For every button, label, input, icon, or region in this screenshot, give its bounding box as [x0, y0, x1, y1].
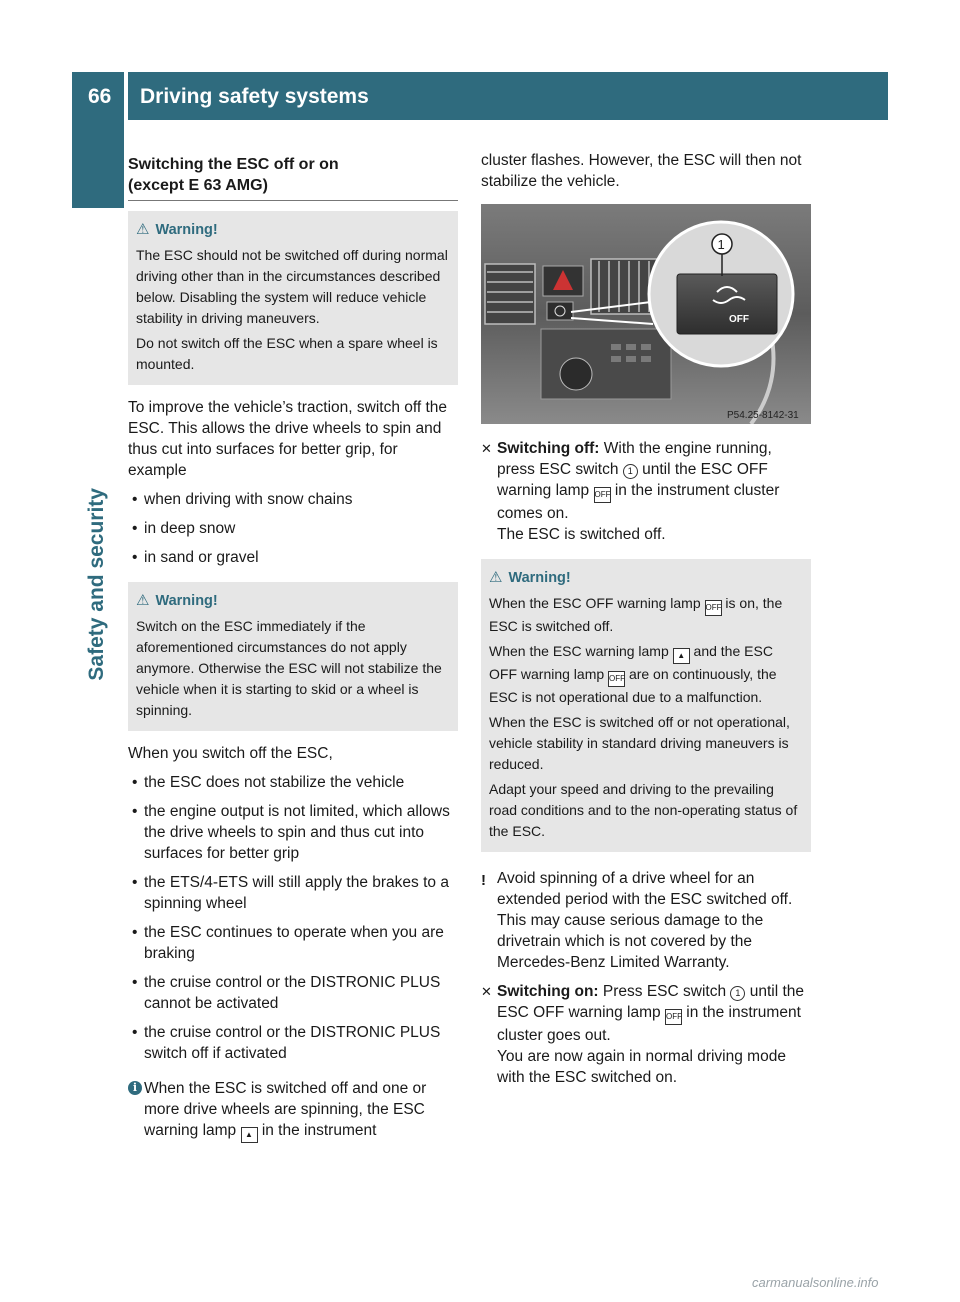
- esc-off-lamp-icon: OFF: [608, 671, 625, 687]
- intro-paragraph: To improve the vehicle’s traction, switch off the ESC. This allows the drive wheels to spin and thus cut into surfaces for better grip, for example: [128, 399, 448, 479]
- paragraph: cluster flashes. However, the ESC will then not stabilize the vehicle.: [481, 152, 802, 190]
- warning-box-2: [128, 582, 458, 731]
- step-result: The ESC is switched off.: [497, 526, 666, 543]
- list-item-text: in deep snow: [144, 520, 236, 537]
- list-item: [128, 518, 458, 539]
- bullet-icon: •: [132, 803, 138, 820]
- callout-1-icon: 1: [623, 464, 638, 479]
- bullet-icon: •: [132, 774, 138, 791]
- warning-text: Do not switch off the ESC when a spare wheel is mounted.: [136, 335, 438, 372]
- warning-text-part: is on, the ESC is switched off.: [489, 595, 783, 634]
- heading-line-2: (except E 63 AMG): [128, 177, 268, 194]
- warning-text: The ESC should not be switched off during normal driving other than in the circumstances described below. Disabling the system will reduce vehicle stability in driving maneuvers.: [136, 247, 448, 326]
- warning-text: When the ESC is switched off or not operational, vehicle stability in standard driving maneuvers is reduced.: [489, 714, 790, 772]
- warning-text-part: and the ESC OFF warning lamp: [489, 643, 773, 682]
- off-label: OFF: [729, 314, 749, 325]
- step-text: With the engine running, press ESC switch: [497, 440, 772, 478]
- warning-heading: [136, 219, 450, 241]
- chapter-title: Driving safety systems: [140, 85, 369, 108]
- list-item-text: the cruise control or the DISTRONIC PLUS cannot be activated: [144, 974, 441, 1012]
- right-column: [481, 150, 811, 1096]
- warning-title: Warning!: [508, 570, 571, 586]
- note-text: When the ESC is switched off and one or more drive wheels are spinning, the ESC warning lamp: [144, 1080, 427, 1139]
- callout-1-icon: 1: [730, 986, 745, 1001]
- warning-text: Switch on the ESC immediately if the aforementioned circumstances do not apply anymore. Otherwise the ESC will not stabilize the vehicle when it is starting to skid or a wheel is spinning.: [136, 618, 442, 718]
- callout-number: 1: [717, 237, 725, 252]
- arrow-icon: ✕: [481, 984, 492, 999]
- info-icon: i: [128, 1081, 142, 1095]
- warning-text-part: When the ESC OFF warning lamp: [489, 595, 701, 611]
- bullet-icon: •: [132, 974, 138, 991]
- list-item: [128, 922, 458, 964]
- footer-watermark: carmanualsonline.info: [752, 1275, 879, 1290]
- warning-heading: [136, 590, 450, 612]
- step-label: Switching on:: [497, 983, 599, 1000]
- bullet-icon: •: [132, 520, 138, 537]
- arrow-icon: ✕: [481, 441, 492, 456]
- bullet-icon: •: [132, 491, 138, 508]
- paragraph: When you switch off the ESC,: [128, 745, 333, 762]
- warning-triangle-icon: ⚠: [136, 592, 150, 609]
- list-item-text: the ESC continues to operate when you are braking: [144, 924, 444, 962]
- step-text: Press ESC switch: [602, 983, 727, 1000]
- list-item-text: when driving with snow chains: [144, 491, 353, 508]
- warning-box-1: [128, 211, 458, 385]
- warning-title: Warning!: [155, 222, 218, 238]
- note-text: in the instrument: [261, 1122, 377, 1139]
- page-number-box: [72, 72, 124, 120]
- warning-text-part: When the ESC warning lamp: [489, 643, 669, 659]
- esc-warning-lamp-icon: ▲: [673, 648, 690, 664]
- warning-text: Adapt your speed and driving to the prevailing road conditions and to the non-operating status of the ESC.: [489, 781, 798, 839]
- list-item: [128, 801, 458, 864]
- warning-text: [489, 641, 803, 708]
- info-note: [128, 1078, 458, 1143]
- caution-icon: !: [481, 872, 486, 889]
- step-text: until the ESC OFF warning lamp: [497, 983, 805, 1021]
- warning-text: [489, 593, 803, 637]
- warning-box-3: [481, 559, 811, 852]
- list-item-text: the cruise control or the DISTRONIC PLUS switch off if activated: [144, 1024, 441, 1062]
- list-item: [128, 1022, 458, 1064]
- step-text: in the instrument cluster goes out.: [497, 1004, 801, 1044]
- esc-off-lamp-icon: OFF: [705, 600, 722, 616]
- list-item: [128, 772, 458, 793]
- esc-off-lamp-icon: OFF: [665, 1009, 682, 1025]
- list-item: [128, 972, 458, 1014]
- esc-off-lamp-icon: OFF: [594, 487, 611, 503]
- bullet-icon: •: [132, 924, 138, 941]
- step-label: Switching off:: [497, 440, 600, 457]
- list-item-text: the engine output is not limited, which allows the drive wheels to spin and thus cut into surfaces for better grip: [144, 803, 450, 862]
- section-side-label: Safety and security: [85, 488, 108, 681]
- list-item-text: the ESC does not stabilize the vehicle: [144, 774, 405, 791]
- step-text: in the instrument cluster comes on.: [497, 482, 780, 522]
- left-column: [128, 150, 458, 1151]
- warning-triangle-icon: ⚠: [489, 569, 503, 586]
- warning-title: Warning!: [155, 593, 218, 609]
- page-number: 66: [88, 85, 112, 108]
- caution-text: Avoid spinning of a drive wheel for an extended period with the ESC switched off. This may cause serious damage to the drivetrain which is not covered by the Mercedes-Benz Limited Warranty.: [497, 870, 793, 971]
- list-item: [128, 489, 458, 510]
- esc-warning-lamp-icon: ▲: [241, 1127, 258, 1143]
- step-result: You are now again in normal driving mode with the ESC switched on.: [497, 1048, 786, 1086]
- warning-triangle-icon: ⚠: [136, 221, 150, 238]
- section-heading: [128, 154, 458, 201]
- caution-note: [481, 868, 811, 973]
- side-tab: [72, 120, 124, 208]
- step-switching-on: [481, 981, 811, 1088]
- photo-code: P54.25-8142-31: [727, 410, 799, 421]
- dashboard-photo: [481, 204, 811, 424]
- warning-text-part: are on continuously, the ESC is not operational due to a malfunction.: [489, 666, 777, 705]
- bullet-icon: •: [132, 1024, 138, 1041]
- heading-line-1: Switching the ESC off or on: [128, 156, 339, 173]
- dashboard-illustration: [481, 204, 811, 424]
- bullet-icon: •: [132, 549, 138, 566]
- step-switching-off: [481, 438, 811, 545]
- list-item-text: in sand or gravel: [144, 549, 259, 566]
- list-item-text: the ETS/4-ETS will still apply the brakes to a spinning wheel: [144, 874, 449, 912]
- warning-heading: [489, 567, 803, 589]
- list-item: [128, 872, 458, 914]
- chapter-title-bar: [128, 72, 888, 120]
- step-text: until the ESC OFF warning lamp: [497, 461, 768, 499]
- bullet-icon: •: [132, 874, 138, 891]
- list-item: [128, 547, 458, 568]
